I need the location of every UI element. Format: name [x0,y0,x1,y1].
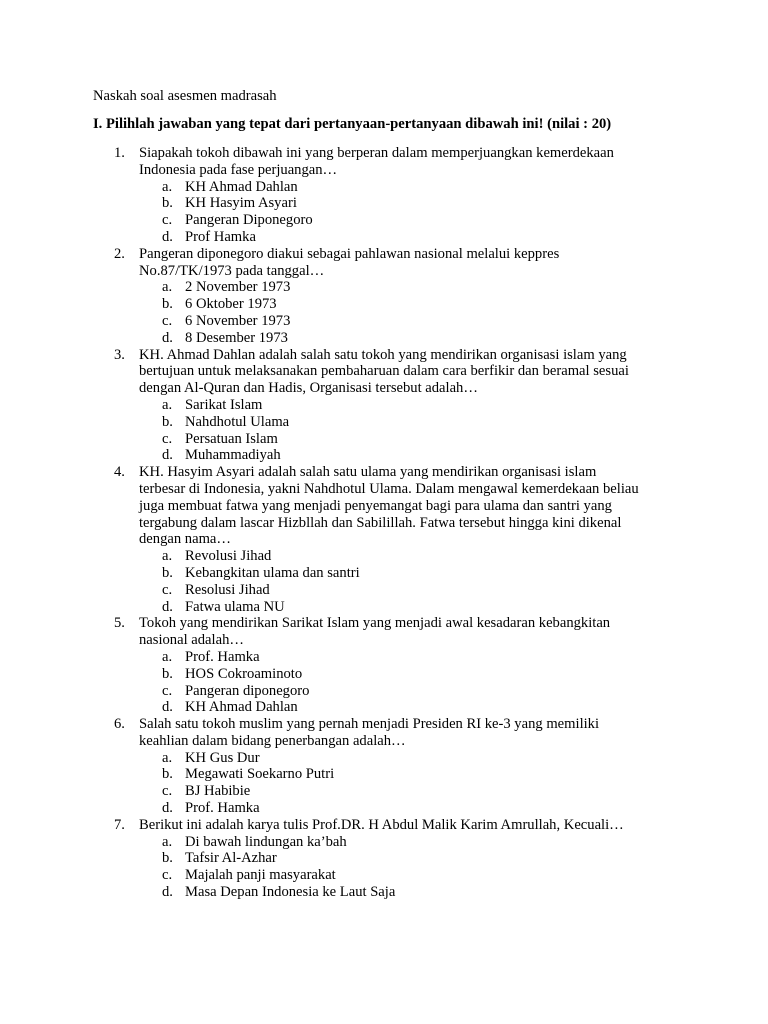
question-item [0,246,768,347]
question-text-line: Salah satu tokoh muslim yang pernah menjadi Presiden RI ke-3 yang memiliki [139,716,600,733]
option-text: Kebangkitan ulama dan santri [185,564,360,581]
question-number: 3. [114,346,125,363]
option-text: KH Ahmad Dahlan [185,699,298,716]
option-text: 6 November 1973 [185,312,291,329]
answer-option [139,279,768,296]
option-letter: c. [162,430,173,447]
option-text: KH Gus Dur [185,749,260,766]
option-text: BJ Habibie [185,783,251,800]
option-text: Muhammadiyah [185,447,281,464]
option-text: Nahdhotul Ulama [185,413,290,430]
answer-option [139,212,768,229]
option-letter: b. [162,296,173,313]
question-text-line: No.87/TK/1973 pada tanggal… [139,262,325,279]
question-text-line: dengan Al-Quran dan Hadis, Organisasi tersebut adalah… [139,380,478,397]
question-text [139,615,768,649]
question-item [0,817,768,901]
answer-options [139,649,768,716]
question-item [0,464,768,615]
question-item [0,145,768,246]
answer-options [139,279,768,346]
question-text-line: keahlian dalam bidang penerbangan adalah… [139,732,406,749]
answer-option [139,867,768,884]
answer-option [139,666,768,683]
answer-option [139,766,768,783]
option-letter: d. [162,699,173,716]
option-letter: a. [162,178,173,195]
answer-option [139,783,768,800]
option-text: 6 Oktober 1973 [185,296,277,313]
question-text-line: Siapakah tokoh dibawah ini yang berperan dalam memperjuangkan kemerdekaan [139,145,614,161]
option-text: Prof. Hamka [185,648,260,665]
answer-option [139,582,768,599]
option-text: Pangeran diponegoro [185,682,310,699]
answer-option [139,414,768,431]
option-text: KH Hasyim Asyari [185,195,297,212]
option-letter: a. [162,396,173,413]
answer-option [139,179,768,196]
question-text-line: Tokoh yang mendirikan Sarikat Islam yang menjadi awal kesadaran kebangkitan [139,615,611,632]
answer-option [139,296,768,313]
option-text: Tafsir Al-Azhar [185,850,277,867]
question-text [139,817,768,834]
option-letter: d. [162,598,173,615]
question-text-line: dengan nama… [139,531,231,548]
option-text: Di bawah lindungan ka’bah [185,833,347,850]
question-number: 4. [114,464,125,481]
option-text: Masa Depan Indonesia ke Laut Saja [185,884,396,901]
answer-option [139,565,768,582]
answer-option [139,750,768,767]
question-number: 6. [114,716,125,733]
answer-option [139,447,768,464]
option-letter: d. [162,884,173,901]
option-text: Revolusi Jihad [185,548,272,565]
option-letter: c. [162,581,173,598]
option-text: Prof. Hamka [185,800,260,817]
question-text-line: Pangeran diponegoro diakui sebagai pahlawan nasional melalui keppres [139,245,560,262]
option-text: Megawati Soekarno Putri [185,766,335,783]
answer-option [139,800,768,817]
question-number: 5. [114,615,125,632]
section-heading: I. Pilihlah jawaban yang tepat dari pertanyaan-pertanyaan dibawah ini! (nilai : 20) [93,116,612,132]
option-text: KH Ahmad Dahlan [185,178,298,195]
answer-options [139,750,768,817]
question-item [0,615,768,716]
question-text [139,347,768,397]
question-item [0,716,768,817]
answer-option [139,397,768,414]
question-text-line: terbesar di Indonesia, yakni Nahdhotul Ulama. Dalam mengawal kemerdekaan beliau [139,480,639,497]
option-letter: a. [162,833,173,850]
option-letter: b. [162,850,173,867]
answer-options [139,548,768,615]
answer-option [139,548,768,565]
option-text: Sarikat Islam [185,396,263,413]
answer-option [139,850,768,867]
question-number: 7. [114,816,125,833]
option-text: HOS Cokroaminoto [185,665,303,682]
answer-option [139,313,768,330]
answer-option [139,834,768,851]
answer-option [139,699,768,716]
option-letter: a. [162,648,173,665]
question-text [139,464,768,548]
question-text-line: Berikut ini adalah karya tulis Prof.DR. H Abdul Malik Karim Amrullah, Kecuali… [139,816,624,833]
answer-option [139,683,768,700]
option-text: 8 Desember 1973 [185,329,288,346]
option-letter: b. [162,766,173,783]
question-item [0,347,768,465]
question-text-line: bertujuan untuk melaksanakan pembaharuan dalam cara berfikir dan beramal sesuai [139,363,629,380]
question-number: 2. [114,245,125,262]
option-letter: c. [162,212,173,229]
question-text-line: KH. Ahmad Dahlan adalah salah satu tokoh yang mendirikan organisasi islam yang [139,346,627,363]
answer-option [139,649,768,666]
question-list [0,145,768,901]
option-text: Fatwa ulama NU [185,598,285,615]
answer-options [139,179,768,246]
question-text [139,716,768,750]
question-text-line: nasional adalah… [139,632,244,649]
option-letter: a. [162,749,173,766]
option-letter: b. [162,564,173,581]
question-text [139,145,768,179]
answer-option [139,330,768,347]
answer-option [139,229,768,246]
answer-option [139,599,768,616]
question-text-line: juga membuat fatwa yang menjadi penyemangat bagi para ulama dan santri yang [139,497,612,514]
option-letter: b. [162,665,173,682]
option-text: Pangeran Diponegoro [185,212,313,229]
option-letter: d. [162,447,173,464]
document-title: Naskah soal asesmen madrasah [93,88,277,104]
option-text: Persatuan Islam [185,430,278,447]
option-text: Majalah panji masyarakat [185,867,336,884]
question-text-line: Indonesia pada fase perjuangan… [139,161,338,178]
question-text-line: KH. Hasyim Asyari adalah salah satu ulama yang mendirikan organisasi islam [139,464,597,481]
question-text-line: tergabung dalam lascar Hizbllah dan Sabilillah. Fatwa tersebut hingga kini dikenal [139,514,622,531]
answer-options [139,834,768,901]
option-letter: c. [162,783,173,800]
option-letter: d. [162,329,173,346]
answer-option [139,884,768,901]
option-letter: d. [162,800,173,817]
option-text: Resolusi Jihad [185,581,270,598]
answer-option [139,431,768,448]
option-letter: a. [162,279,173,296]
option-text: 2 November 1973 [185,279,291,296]
option-letter: b. [162,195,173,212]
answer-option [139,195,768,212]
question-number: 1. [114,145,125,161]
option-letter: b. [162,413,173,430]
option-letter: d. [162,228,173,245]
question-text [139,246,768,280]
option-letter: c. [162,312,173,329]
option-letter: c. [162,867,173,884]
answer-options [139,397,768,464]
option-letter: a. [162,548,173,565]
option-text: Prof Hamka [185,228,256,245]
option-letter: c. [162,682,173,699]
